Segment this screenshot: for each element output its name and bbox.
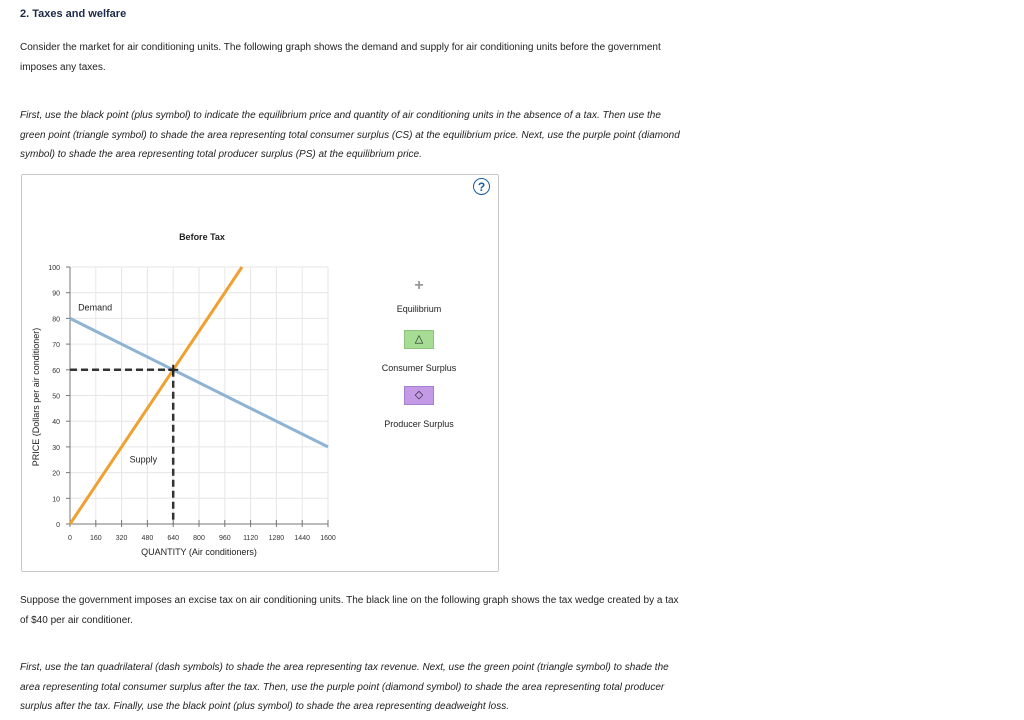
y-tick-label: 100: [48, 265, 60, 272]
y-tick-label: 0: [56, 522, 60, 529]
y-tick-labels: [48, 265, 60, 529]
intro-line: imposes any taxes.: [20, 61, 106, 73]
intro-line: Consider the market for air conditioning units. The following graph shows the demand and supply for air conditioning units before the government: [20, 42, 661, 53]
x-tick-label: 1600: [320, 535, 336, 542]
help-icon[interactable]: ?: [473, 178, 490, 195]
tax-intro-line: Suppose the government imposes an excise tax on air conditioning units. The black line on the following graph shows the tax wedge created by a tax: [20, 595, 679, 606]
y-tick-label: 20: [52, 470, 60, 478]
producer-surplus-tool[interactable]: [369, 386, 469, 429]
x-tick-label: 160: [89, 535, 102, 542]
instructions-line: green point (triangle symbol) to shade the area representing total consumer surplus (CS) at the equilibrium price. Next, use the purple point (diamond: [20, 129, 680, 141]
y-tick-label: 10: [52, 496, 60, 504]
consumer-surplus-tool[interactable]: [369, 330, 469, 373]
diamond-glyph: ◇: [414, 389, 424, 401]
tax-intro-paragraph: [20, 591, 780, 630]
producer-surplus-label: Producer Surplus: [384, 419, 454, 429]
x-tick-label: 0: [68, 535, 72, 542]
y-tick-label: 30: [52, 444, 60, 452]
y-tick-label: 90: [52, 290, 60, 298]
intro-paragraph: [20, 38, 780, 77]
x-tick-label: 1120: [243, 535, 259, 542]
y-tick-label: 80: [52, 316, 60, 324]
y-tick-label: 70: [52, 342, 60, 350]
chart-title: Before Tax: [179, 232, 225, 242]
x-tick-label: 1280: [268, 535, 285, 542]
x-tick-labels: [68, 535, 336, 542]
y-tick-label: 60: [52, 367, 60, 375]
y-axis-label: PRICE (Dollars per air conditioner): [31, 327, 41, 467]
x-tick-label: 1440: [294, 535, 310, 542]
plus-icon: [405, 277, 433, 294]
y-tick-label: 50: [52, 393, 60, 401]
section-heading: 2. Taxes and welfare: [20, 8, 127, 20]
tax-instructions-line: area representing total consumer surplus after the tax. Then, use the purple point (diamond symbol) to shade the area representing total producer: [20, 681, 665, 693]
x-axis-label: QUANTITY (Air conditioners): [141, 547, 257, 557]
instructions-paragraph: [20, 106, 770, 165]
graph-panel: [21, 174, 499, 572]
demand-label: Demand: [78, 302, 113, 313]
x-tick-label: 480: [141, 535, 154, 542]
tax-instructions-paragraph: [20, 658, 760, 717]
triangle-icon: [404, 330, 434, 349]
consumer-surplus-label: Consumer Surplus: [381, 363, 457, 373]
tax-intro-line: of $40 per air conditioner.: [20, 614, 133, 626]
equilibrium-tool[interactable]: [379, 277, 459, 314]
triangle-glyph: △: [414, 333, 424, 345]
x-tick-label: 640: [167, 535, 180, 542]
y-tick-label: 40: [52, 419, 60, 427]
before-tax-chart[interactable]: [22, 175, 498, 571]
x-tick-label: 800: [193, 535, 205, 542]
tax-instructions-line: First, use the tan quadrilateral (dash symbols) to shade the area representing tax revenue. Next, use the green point (triangle symbol) to shade the: [20, 662, 669, 673]
instructions-line: First, use the black point (plus symbol) to indicate the equilibrium price and quantity of air conditioning units in the absence of a tax. Then use the: [20, 110, 661, 121]
instructions-line: symbol) to shade the area representing total producer surplus (PS) at the equilibrium price.: [20, 149, 422, 160]
plus-glyph: +: [414, 277, 424, 294]
supply-label: Supply: [129, 454, 158, 465]
diamond-icon: [404, 386, 434, 405]
x-tick-label: 320: [115, 535, 128, 542]
equilibrium-label: Equilibrium: [396, 304, 442, 314]
tax-instructions-line: surplus after the tax. Finally, use the black point (plus symbol) to shade the area representing deadweight loss.: [20, 701, 509, 712]
x-tick-label: 960: [218, 535, 231, 542]
